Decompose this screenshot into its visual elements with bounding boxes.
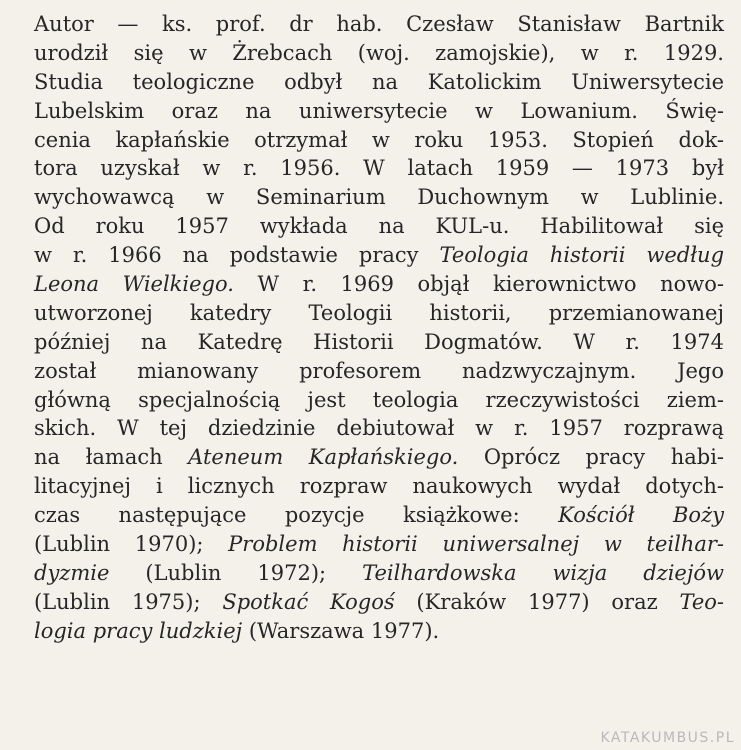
text-line — [34, 212, 724, 241]
text-segment: został mianowany profesorem nadzwyczajnym. Jego — [34, 358, 724, 383]
text-segment: urodził się w Żrebcach (woj. zamojskie), w r. 1929. — [34, 40, 724, 65]
text-segment: Oprócz pracy habi- — [458, 445, 725, 470]
text-segment: później na Katedrę Historii Dogmatów. W r. 1974 — [34, 329, 724, 354]
italic-title-text: Kościół Boży — [558, 503, 725, 528]
text-segment: Autor — ks. prof. dr hab. Czesław Stanisław Bartnik — [34, 12, 724, 36]
text-segment: czas następujące pozycje książkowe: — [34, 503, 559, 528]
text-segment: na łamach — [34, 445, 189, 470]
text-segment: utworzonej katedry Teologii historii, przemianowanej — [34, 300, 724, 325]
italic-title-text: Teilhardowska wizja dziejów — [362, 560, 724, 585]
italic-title-text: Teologia historii według — [439, 243, 725, 268]
text-line — [34, 241, 724, 270]
text-segment: tora uzyskał w r. 1956. W latach 1959 — 1973 był — [34, 156, 724, 181]
text-segment: (Lublin 1972); — [109, 560, 363, 585]
text-line — [34, 97, 724, 126]
text-segment: (Kraków 1977) oraz — [394, 589, 680, 614]
text-line — [34, 443, 724, 472]
text-segment: wychowawcą w Seminarium Duchownym w Lublinie. — [34, 185, 724, 210]
text-segment: (Warszawa 1977). — [242, 618, 440, 643]
italic-title-text: logia pracy ludzkiej — [34, 618, 243, 643]
text-line — [34, 617, 724, 646]
watermark: KATAKUMBUS.PL — [600, 730, 735, 746]
italic-title-text: Leona Wielkiego. — [34, 272, 234, 297]
text-segment: Od roku 1957 wykłada na KUL-u. Habilitował się — [34, 214, 724, 239]
text-segment: Lubelskim oraz na uniwersytecie w Lowanium. Świę- — [34, 98, 724, 123]
text-line — [34, 328, 724, 357]
text-segment: skich. W tej dziedzinie debiutował w r. 1957 rozprawą — [34, 416, 724, 441]
text-line — [34, 270, 724, 299]
text-line — [34, 299, 724, 328]
text-segment: W r. 1969 objął kierownictwo nowo- — [233, 272, 724, 297]
text-line — [34, 68, 724, 97]
text-segment: litacyjnej i licznych rozpraw naukowych wydał dotych- — [34, 474, 724, 499]
text-line — [34, 183, 724, 212]
text-segment: w r. 1966 na podstawie pracy — [34, 243, 440, 268]
text-segment: główną specjalnością jest teologia rzeczywistości ziem- — [34, 387, 724, 412]
italic-title-text: Ateneum Kapłańskiego. — [188, 445, 459, 470]
text-segment: Studia teologiczne odbył na Katolickim Uniwersytecie — [34, 69, 724, 94]
italic-title-text: dyzmie — [34, 560, 110, 585]
text-line — [34, 472, 724, 501]
text-line — [34, 588, 724, 617]
italic-title-text: Teo- — [679, 589, 724, 614]
text-segment: (Lublin 1970); — [34, 532, 229, 557]
text-line — [34, 414, 724, 443]
biography-text — [34, 10, 724, 646]
text-segment: (Lublin 1975); — [34, 589, 223, 614]
text-line — [34, 501, 724, 530]
text-line — [34, 386, 724, 415]
italic-title-text: Spotkać Kogoś — [222, 589, 395, 614]
text-line — [34, 530, 724, 559]
text-line — [34, 154, 724, 183]
text-segment: cenia kapłańskie otrzymał w roku 1953. Stopień dok- — [34, 127, 724, 152]
text-line — [34, 10, 724, 39]
italic-title-text: Problem historii uniwersalnej w teilhar- — [228, 532, 724, 557]
text-line — [34, 126, 724, 155]
text-line — [34, 559, 724, 588]
text-line — [34, 357, 724, 386]
text-line — [34, 39, 724, 68]
